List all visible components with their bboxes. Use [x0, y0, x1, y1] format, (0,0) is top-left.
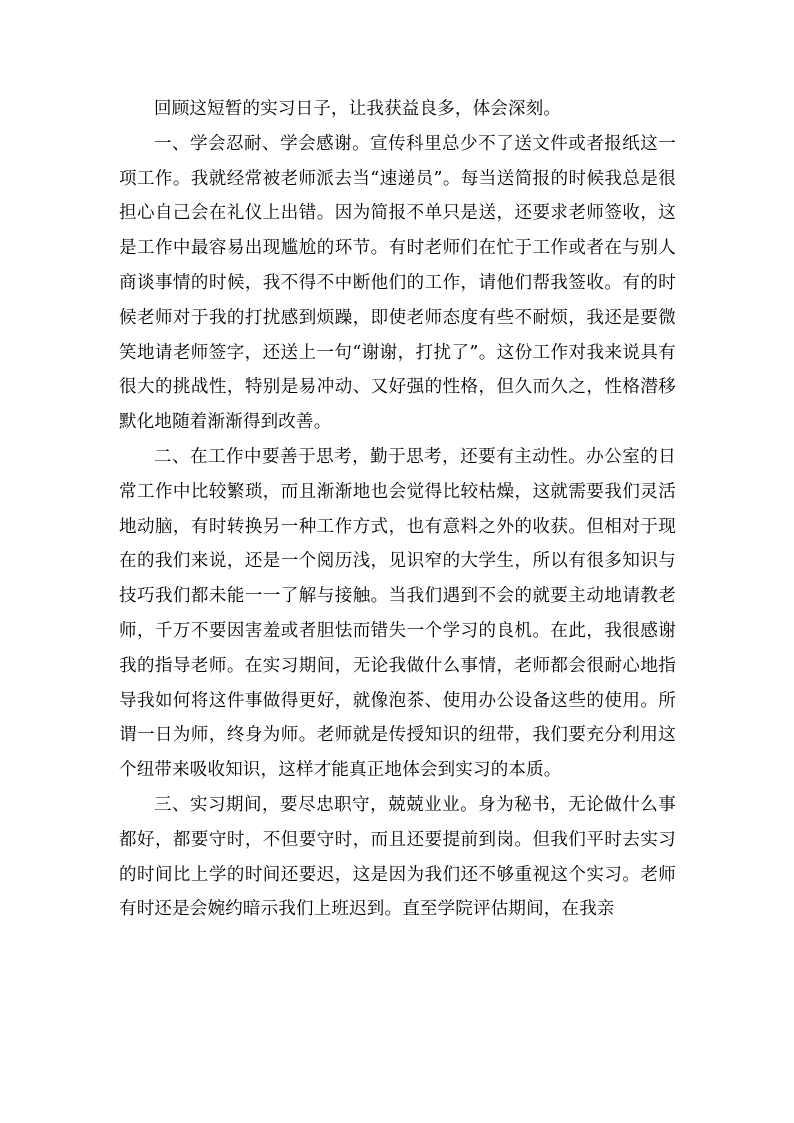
- paragraph-patience-gratitude: 一、学会忍耐、学会感谢。宣传科里总少不了送文件或者报纸这一项工作。我就经常被老师派去当“速递员”。每当送简报的时候我总是很担心自己会在礼仪上出错。因为简报不单只是送，还要求老师签收，这是工作中最容易出现尴尬的环节。有时老师们在忙于工作或者在与别人商谈事情的时候，我不得不中断他们的工作，请他们帮我签收。有的时候老师对于我的打扰感到烦躁，即使老师态度有些不耐烦，我还是要微笑地请老师签字，还送上一句“谢谢，打扰了”。这份工作对我来说具有很大的挑战性，特别是易冲动、又好强的性格，但久而久之，性格潜移默化地随着渐渐得到改善。: [119, 133, 676, 433]
- intro-paragraph: 回顾这短暂的实习日子，让我获益良多，体会深刻。: [154, 99, 562, 119]
- document-page: [119, 92, 676, 927]
- paragraph-thinking-initiative: 二、在工作中要善于思考，勤于思考，还要有主动性。办公室的日常工作中比较繁琐，而且渐渐地也会觉得比较枯燥，这就需要我们灵活地动脑，有时转换另一种工作方式，也有意料之外的收获。但相对于现在的我们来说，还是一个阅历浅，见识窄的大学生，所以有很多知识与技巧我们都未能一一了解与接触。当我们遇到不会的就要主动地请教老师，千万不要因害羞或者胆怯而错失一个学习的良机。在此，我很感谢我的指导老师。在实习期间，无论我做什么事情，老师都会很耐心地指导我如何将这件事做得更好，就像泡茶、使用办公设备这些的使用。所谓一日为师，终身为师。老师就是传授知识的纽带，我们要充分利用这个纽带来吸收知识，这样才能真正地体会到实习的本质。: [119, 446, 676, 781]
- paragraph-diligence: 三、实习期间，要尽忠职守，兢兢业业。身为秘书，无论做什么事都好，都要守时，不但要守时，而且还要提前到岗。但我们平时去实习的时间比上学的时间还要迟，这是因为我们还不够重视这个实习。老师有时还是会婉约暗示我们上班迟到。直至学院评估期间，在我亲: [119, 794, 676, 920]
